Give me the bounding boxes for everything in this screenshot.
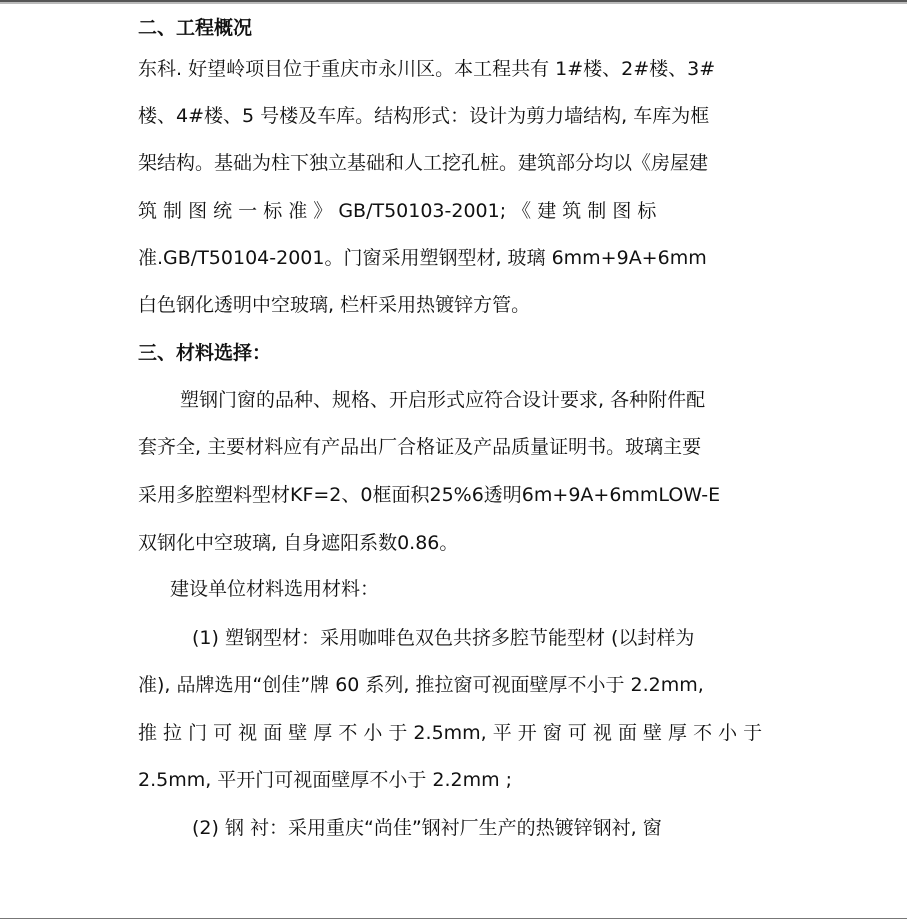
top-border [0,0,907,4]
overview-line-3: 架结构。基础为柱下独立基础和人工挖孔桩。建筑部分均以《房屋建 [138,152,709,174]
material-para-line-2: 套齐全, 主要材料应有产品出厂合格证及产品质量证明书。玻璃主要 [138,436,702,458]
overview-line-5: 准.GB/T50104-2001。门窗采用塑钢型材, 玻璃 6mm+9A+6mm [138,247,707,269]
item1-line-1: (1) 塑钢型材：采用咖啡色双色共挤多腔节能型材 (以封样为 [192,627,695,649]
section-heading-project-overview: 二、工程概况 [138,17,253,39]
item1-line-2: 准), 品牌选用“创佳”牌 60 系列, 推拉窗可视面壁厚不小于 2.2mm, [138,674,704,696]
material-para-line-3: 采用多腔塑料型材KF=2、0框面积25%6透明6m+9A+6mmLOW-E [138,484,721,506]
item1-line-3: 推 拉 门 可 视 面 壁 厚 不 小 于 2.5mm, 平 开 窗 可 视 面 壁 厚 不 小 于 [138,722,763,744]
overview-line-2: 楼、4#楼、5 号楼及车库。结构形式：设计为剪力墙结构, 车库为框 [138,105,710,127]
item1-line-4: 2.5mm, 平开门可视面壁厚不小于 2.2mm ; [138,769,513,791]
overview-line-4: 筑 制 图 统 一 标 准 》 GB/T50103-2001; 《 建 筑 制 图 标 [138,200,657,222]
item2-line-1: (2) 钢 衬：采用重庆“尚佳”钢衬厂生产的热镀锌钢衬, 窗 [192,817,662,839]
section-heading-material-selection: 三、材料选择： [138,342,272,364]
material-para-line-1: 塑钢门窗的品种、规格、开启形式应符合设计要求, 各种附件配 [180,389,706,411]
overview-line-6: 白色钢化透明中空玻璃, 栏杆采用热镀锌方管。 [138,294,531,316]
material-para-line-4: 双钢化中空玻璃, 自身遮阳系数0.86。 [138,532,459,554]
bottom-border [0,918,907,919]
overview-line-1: 东科. 好望岭项目位于重庆市永川区。本工程共有 1#楼、2#楼、3# [138,58,716,80]
owner-materials-intro: 建设单位材料选用材料： [170,578,380,600]
